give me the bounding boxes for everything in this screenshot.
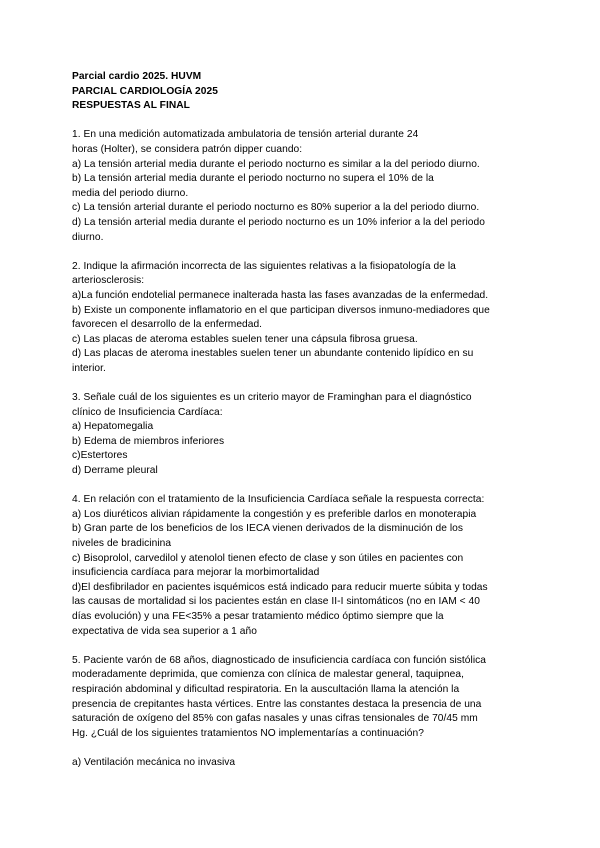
question-5-options: [72, 756, 532, 771]
answer-option-a: a)La función endotelial permanece inalterada hasta las fases avanzadas de la enfermedad.: [72, 289, 489, 301]
question-stem: horas (Holter), se considera patrón dipper cuando:: [72, 143, 303, 155]
question-stem: 4. En relación con el tratamiento de la Insuficiencia Cardíaca señale la respuesta correcta:: [72, 494, 485, 506]
answer-option-d: expectativa de vida sea superior a 1 año: [72, 625, 257, 637]
answer-option-c: c)Estertores: [72, 450, 128, 462]
answer-option-d: d) Las placas de ateroma inestables suelen tener un abundante contenido lipídico en su: [72, 348, 474, 360]
answer-option-b: favorecen el desarrollo de la enfermedad.: [72, 319, 263, 331]
answer-option-c: c) La tensión arterial durante el periodo nocturno es 80% superior a la del periodo diurno.: [72, 202, 480, 214]
question-stem: 5. Paciente varón de 68 años, diagnosticado de insuficiencia cardíaca con función sistólica: [72, 654, 487, 666]
answer-option-a: a) Ventilación mecánica no invasiva: [72, 756, 236, 768]
question-stem: 2. Indique la afirmación incorrecta de las siguientes relativas a la fisiopatología de la: [72, 260, 456, 272]
header-title: Parcial cardio 2025. HUVM: [72, 71, 202, 82]
answer-option-a: a) Hepatomegalia: [72, 421, 154, 433]
question-5: [72, 654, 532, 742]
question-stem: 3. Señale cuál de los siguientes es un criterio mayor de Framinghan para el diagnóstico: [72, 392, 472, 404]
question-1: [72, 128, 532, 245]
question-stem: presencia de crepitantes hasta vértices. Entre las constantes destaca la presencia de una: [72, 698, 482, 710]
document-body: [72, 70, 532, 771]
answer-option-d: las causas de mortalidad si los pacientes están en clase II-I sintomáticos (no en IAM < 40: [72, 596, 480, 608]
answer-option-b: niveles de bradicinina: [72, 538, 172, 549]
question-stem: 1. En una medición automatizada ambulatoria de tensión arterial durante 24: [72, 129, 419, 141]
answer-option-d: d) Derrame pleural: [72, 465, 158, 477]
answer-option-d: días evolución) y una FE<35% a pesar tratamiento médico óptimo siempre que la: [72, 610, 444, 622]
answer-option-b: b) Existe un componente inflamatorio en el que participan diversos inmuno-mediadores que: [72, 304, 490, 316]
answer-option-c: insuficiencia cardíaca para mejorar la morbimortalidad: [72, 567, 320, 579]
question-stem: respiración abdominal y dificultad respiratoria. En la auscultación llama la atención la: [72, 683, 460, 695]
answer-option-d: d) La tensión arterial media durante el periodo nocturno es un 10% inferior a la del periodo: [72, 216, 485, 228]
answer-option-d: d)El desfibrilador en pacientes isquémicos está indicado para reducir muerte súbita y todas: [72, 581, 488, 593]
answer-option-a: a) La tensión arterial media durante el periodo nocturno es similar a la del periodo diurno.: [72, 158, 480, 170]
answer-option-b: b) Edema de miembros inferiores: [72, 435, 225, 447]
question-stem: arteriosclerosis:: [72, 275, 145, 287]
answer-option-c: c) Bisoprolol, carvedilol y atenolol tienen efecto de clase y son útiles en pacientes con: [72, 552, 464, 564]
answer-option-a: a) Los diuréticos alivian rápidamente la congestión y es preferible darlos en monoterapia: [72, 508, 477, 520]
document-header: [72, 70, 532, 114]
header-subtitle: PARCIAL CARDIOLOGÍA 2025: [72, 85, 218, 97]
question-stem: saturación de oxígeno del 85% con gafas nasales y unas cifras tensionales de 70/45 mm: [72, 713, 478, 725]
question-stem: Hg. ¿Cuál de los siguientes tratamientos NO implementarías a continuación?: [72, 727, 424, 739]
question-2: [72, 260, 532, 377]
question-stem: moderadamente deprimida, que comienza con clínica de malestar general, taquipnea,: [72, 669, 464, 681]
answer-option-b: b) La tensión arterial media durante el periodo nocturno no supera el 10% de la: [72, 173, 434, 185]
answer-option-b: media del periodo diurno.: [72, 187, 189, 199]
question-3: [72, 391, 532, 479]
answer-option-d: diurno.: [72, 231, 104, 243]
answer-option-c: c) Las placas de ateroma estables suelen tener una cápsula fibrosa gruesa.: [72, 333, 418, 345]
header-note: RESPUESTAS AL FINAL: [72, 100, 190, 112]
answer-option-b: b) Gran parte de los beneficios de los IECA vienen derivados de la disminución de los: [72, 523, 464, 535]
question-4: [72, 493, 532, 639]
question-stem: clínico de Insuficiencia Cardíaca:: [72, 406, 223, 418]
answer-option-d: interior.: [72, 362, 106, 374]
